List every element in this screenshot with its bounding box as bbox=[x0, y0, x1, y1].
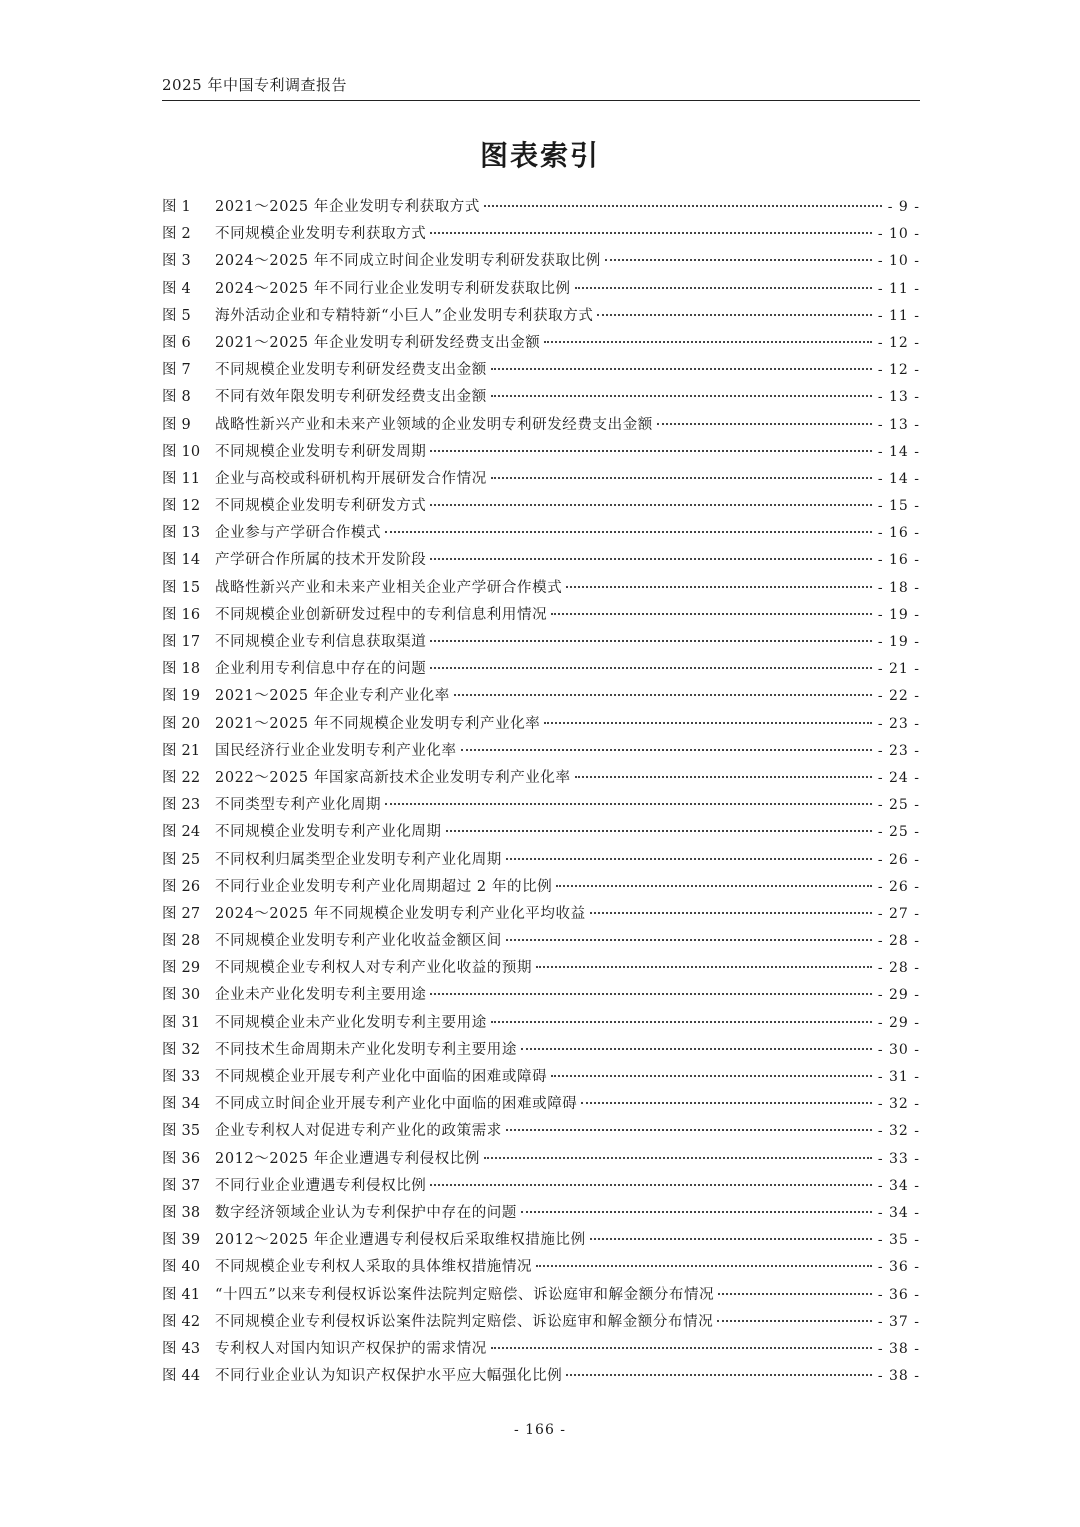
toc-dot-leader bbox=[506, 1129, 872, 1131]
toc-dot-leader bbox=[385, 531, 872, 533]
toc-entry-label: 图 29 bbox=[162, 960, 201, 977]
toc-entry-page: - 22 - bbox=[877, 688, 920, 705]
toc-entry-title: 2022～2025 年国家高新技术企业发明专利产业化率 bbox=[215, 769, 571, 786]
toc-entry-page: - 27 - bbox=[877, 905, 920, 922]
toc-entry-label: 图 32 bbox=[162, 1041, 201, 1058]
toc-entry-label: 图 28 bbox=[162, 933, 201, 950]
toc-entry-title: 不同规模企业专利侵权诉讼案件法院判定赔偿、诉讼庭审和解金额分布情况 bbox=[215, 1313, 714, 1330]
toc-entry[interactable] bbox=[162, 412, 920, 439]
toc-entry[interactable] bbox=[162, 629, 920, 656]
toc-dot-leader bbox=[506, 939, 872, 941]
toc-entry-page: - 36 - bbox=[877, 1259, 920, 1276]
toc-dot-leader bbox=[590, 912, 872, 914]
toc-entry[interactable] bbox=[162, 1010, 920, 1037]
toc-dot-leader bbox=[544, 341, 871, 343]
toc-entry-title: 企业未产业化发明专利主要用途 bbox=[215, 987, 427, 1004]
toc-entry-title: 不同规模企业开展专利产业化中面临的困难或障碍 bbox=[215, 1069, 548, 1085]
toc-entry[interactable] bbox=[162, 1309, 920, 1336]
toc-entry-title: 不同行业企业遭遇专利侵权比例 bbox=[215, 1177, 427, 1194]
toc-entry-label: 图 2 bbox=[162, 226, 191, 243]
toc-entry-title: 不同有效年限发明专利研发经费支出金额 bbox=[215, 389, 487, 406]
toc-entry[interactable] bbox=[162, 520, 920, 547]
toc-entry-label: 图 43 bbox=[162, 1340, 201, 1357]
toc-dot-leader bbox=[597, 314, 871, 316]
toc-entry-title: 2012～2025 年企业遭遇专利侵权比例 bbox=[215, 1150, 481, 1167]
toc-entry-title: 不同规模企业未产业化发明专利主要用途 bbox=[215, 1014, 487, 1031]
toc-entry-label: 图 33 bbox=[162, 1069, 201, 1085]
toc-entry[interactable] bbox=[162, 1363, 920, 1390]
toc-entry-page: - 16 - bbox=[877, 525, 920, 542]
toc-entry[interactable] bbox=[162, 874, 920, 901]
toc-entry-page: - 38 - bbox=[877, 1340, 920, 1357]
toc-entry-title: 不同规模企业发明专利产业化周期 bbox=[215, 824, 442, 841]
toc-entry[interactable] bbox=[162, 765, 920, 792]
toc-dot-leader bbox=[484, 205, 882, 207]
toc-entry-title: 不同规模企业发明专利研发方式 bbox=[215, 498, 427, 515]
toc-entry-page: - 15 - bbox=[877, 498, 920, 515]
toc-dot-leader bbox=[430, 450, 871, 452]
toc-entry-title: 企业与高校或科研机构开展研发合作情况 bbox=[215, 470, 487, 487]
toc-entry[interactable] bbox=[162, 1091, 920, 1118]
toc-entry[interactable] bbox=[162, 575, 920, 602]
toc-entry[interactable] bbox=[162, 221, 920, 248]
toc-entry-title: 数字经济领域企业认为专利保护中存在的问题 bbox=[215, 1204, 517, 1221]
toc-entry-label: 图 27 bbox=[162, 905, 201, 922]
toc-entry[interactable] bbox=[162, 357, 920, 384]
toc-entry-title: 战略性新兴产业和未来产业相关企业产学研合作模式 bbox=[215, 579, 563, 596]
toc-dot-leader bbox=[717, 1320, 872, 1322]
toc-dot-leader bbox=[718, 1293, 872, 1295]
toc-entry[interactable] bbox=[162, 1227, 920, 1254]
toc-entry-label: 图 24 bbox=[162, 824, 201, 841]
toc-entry[interactable] bbox=[162, 547, 920, 574]
toc-entry-page: - 36 - bbox=[877, 1286, 920, 1303]
toc-entry-label: 图 8 bbox=[162, 389, 191, 406]
toc-entry-page: - 12 - bbox=[877, 334, 920, 351]
toc-dot-leader bbox=[461, 749, 872, 751]
toc-entry[interactable] bbox=[162, 1336, 920, 1363]
toc-entry-title: 2012～2025 年企业遭遇专利侵权后采取维权措施比例 bbox=[215, 1232, 586, 1249]
toc-entry[interactable] bbox=[162, 1282, 920, 1309]
toc-dot-leader bbox=[491, 1021, 872, 1023]
toc-dot-leader bbox=[491, 477, 872, 479]
toc-entry[interactable] bbox=[162, 439, 920, 466]
toc-entry-page: - 11 - bbox=[877, 307, 920, 324]
toc-entry-page: - 28 - bbox=[877, 933, 920, 950]
toc-entry-title: 不同规模企业发明专利研发周期 bbox=[215, 443, 427, 460]
toc-entry-page: - 29 - bbox=[877, 1014, 920, 1031]
toc-entry-label: 图 42 bbox=[162, 1313, 201, 1330]
toc-entry[interactable] bbox=[162, 194, 920, 221]
toc-entry-page: - 14 - bbox=[877, 470, 920, 487]
toc-entry-page: - 29 - bbox=[877, 987, 920, 1004]
toc-entry-label: 图 20 bbox=[162, 715, 201, 732]
toc-dot-leader bbox=[506, 858, 872, 860]
toc-entry-page: - 37 - bbox=[877, 1313, 920, 1330]
toc-dot-leader bbox=[605, 259, 872, 261]
toc-dot-leader bbox=[544, 722, 871, 724]
toc-entry[interactable] bbox=[162, 602, 920, 629]
toc-entry-page: - 16 - bbox=[877, 552, 920, 569]
toc-entry-label: 图 39 bbox=[162, 1232, 201, 1249]
toc-entry[interactable] bbox=[162, 1146, 920, 1173]
toc-dot-leader bbox=[430, 232, 871, 234]
page-header bbox=[162, 76, 920, 101]
toc-entry-page: - 24 - bbox=[877, 769, 920, 786]
toc-entry-page: - 10 - bbox=[877, 226, 920, 243]
toc-entry-label: 图 19 bbox=[162, 688, 201, 705]
toc-dot-leader bbox=[484, 1157, 872, 1159]
toc-entry-page: - 25 - bbox=[877, 797, 920, 814]
toc-entry-label: 图 30 bbox=[162, 987, 201, 1004]
toc-entry-page: - 33 - bbox=[877, 1150, 920, 1167]
toc-dot-leader bbox=[575, 287, 872, 289]
toc-entry-label: 图 34 bbox=[162, 1096, 201, 1113]
toc-entry-page: - 30 - bbox=[877, 1041, 920, 1058]
toc-dot-leader bbox=[430, 1184, 871, 1186]
toc-dot-leader bbox=[521, 1211, 872, 1213]
toc-entry-label: 图 6 bbox=[162, 334, 191, 351]
toc-entry-title: 海外活动企业和专精特新“小巨人”企业发明专利获取方式 bbox=[215, 307, 594, 324]
toc-entry-title: 企业专利权人对促进专利产业化的政策需求 bbox=[215, 1123, 502, 1140]
toc-entry-page: - 9 - bbox=[887, 199, 920, 215]
toc-entry-label: 图 35 bbox=[162, 1123, 201, 1140]
toc-entry-title: 专利权人对国内知识产权保护的需求情况 bbox=[215, 1340, 487, 1357]
toc-entry[interactable] bbox=[162, 1200, 920, 1227]
toc-entry-label: 图 23 bbox=[162, 797, 201, 814]
toc-dot-leader bbox=[575, 776, 872, 778]
toc-entry-label: 图 40 bbox=[162, 1259, 201, 1276]
toc-entry-title: 2021～2025 年企业发明专利研发经费支出金额 bbox=[215, 334, 541, 351]
toc-entry-label: 图 21 bbox=[162, 742, 201, 759]
toc-entry-label: 图 44 bbox=[162, 1368, 201, 1385]
toc-dot-leader bbox=[430, 993, 871, 995]
toc-entry[interactable] bbox=[162, 384, 920, 411]
toc-entry-page: - 13 - bbox=[877, 416, 920, 433]
toc-entry[interactable] bbox=[162, 1037, 920, 1064]
toc-entry-label: 图 3 bbox=[162, 253, 191, 270]
toc-entry-page: - 21 - bbox=[877, 661, 920, 678]
toc-entry[interactable] bbox=[162, 819, 920, 846]
toc-entry-page: - 34 - bbox=[877, 1177, 920, 1194]
toc-entry[interactable] bbox=[162, 466, 920, 493]
toc-dot-leader bbox=[430, 558, 871, 560]
toc-dot-leader bbox=[454, 694, 872, 696]
toc-entry[interactable] bbox=[162, 792, 920, 819]
toc-entry-page: - 26 - bbox=[877, 878, 920, 895]
toc-entry-label: 图 25 bbox=[162, 851, 201, 868]
toc-entry-label: 图 16 bbox=[162, 606, 201, 623]
toc-entry-label: 图 26 bbox=[162, 878, 201, 895]
toc-entry[interactable] bbox=[162, 1064, 920, 1091]
toc-entry-title: 企业利用专利信息中存在的问题 bbox=[215, 661, 427, 678]
toc-entry-page: - 32 - bbox=[877, 1123, 920, 1140]
toc-entry-title: 不同行业企业发明专利产业化周期超过 2 年的比例 bbox=[215, 878, 553, 895]
toc-entry[interactable] bbox=[162, 982, 920, 1009]
toc-entry[interactable] bbox=[162, 303, 920, 330]
toc-entry-page: - 19 - bbox=[877, 634, 920, 650]
toc-entry-title: 不同规模企业发明专利研发经费支出金额 bbox=[215, 362, 487, 379]
page-number: - 166 - bbox=[513, 1422, 567, 1438]
toc-entry-title: 2024～2025 年不同成立时间企业发明专利研发获取比例 bbox=[215, 253, 601, 270]
toc-entry-label: 图 31 bbox=[162, 1014, 201, 1031]
toc-dot-leader bbox=[566, 586, 872, 588]
toc-entry[interactable] bbox=[162, 1254, 920, 1281]
toc-entry-title: “十四五”以来专利侵权诉讼案件法院判定赔偿、诉讼庭审和解金额分布情况 bbox=[215, 1286, 715, 1303]
toc-entry[interactable] bbox=[162, 330, 920, 357]
toc-entry-page: - 23 - bbox=[877, 715, 920, 732]
toc-entry-title: 2021～2025 年不同规模企业发明专利产业化率 bbox=[215, 715, 541, 732]
toc-entry-title: 不同规模企业发明专利产业化收益金额区间 bbox=[215, 933, 502, 950]
toc-entry-page: - 18 - bbox=[877, 579, 920, 596]
toc-entry[interactable] bbox=[162, 955, 920, 982]
toc-dot-leader bbox=[536, 966, 872, 968]
toc-entry-label: 图 22 bbox=[162, 769, 201, 786]
toc-dot-leader bbox=[430, 640, 871, 642]
toc-entry-page: - 34 - bbox=[877, 1204, 920, 1221]
toc-entry-page: - 19 - bbox=[877, 606, 920, 623]
toc-entry-label: 图 5 bbox=[162, 307, 191, 324]
toc-entry-label: 图 37 bbox=[162, 1177, 201, 1194]
toc-dot-leader bbox=[521, 1048, 872, 1050]
toc-entry[interactable] bbox=[162, 248, 920, 275]
toc-entry-page: - 32 - bbox=[877, 1096, 920, 1113]
toc-dot-leader bbox=[491, 368, 872, 370]
toc-entry-page: - 25 - bbox=[877, 824, 920, 841]
toc-entry-label: 图 10 bbox=[162, 443, 201, 460]
toc-dot-leader bbox=[556, 885, 871, 887]
toc-dot-leader bbox=[430, 504, 871, 506]
toc-entry-label: 图 41 bbox=[162, 1286, 201, 1303]
toc-entry-label: 图 7 bbox=[162, 362, 191, 379]
toc-entry[interactable] bbox=[162, 656, 920, 683]
toc-entry-title: 不同规模企业专利权人对专利产业化收益的预期 bbox=[215, 960, 533, 977]
toc-entry-label: 图 12 bbox=[162, 498, 201, 515]
toc-entry-label: 图 4 bbox=[162, 280, 191, 297]
toc-entry-label: 图 11 bbox=[162, 470, 201, 487]
toc-entry-page: - 38 - bbox=[877, 1368, 920, 1385]
toc-entry-page: - 28 - bbox=[877, 960, 920, 977]
page-title: 图表索引 bbox=[479, 139, 600, 172]
toc-entry-title: 国民经济行业企业发明专利产业化率 bbox=[215, 742, 457, 759]
toc-entry-title: 企业参与产学研合作模式 bbox=[215, 525, 382, 542]
toc-entry-title: 不同权利归属类型企业发明专利产业化周期 bbox=[215, 851, 502, 868]
toc-entry-label: 图 38 bbox=[162, 1204, 201, 1221]
toc-dot-leader bbox=[446, 830, 872, 832]
toc-entry-label: 图 18 bbox=[162, 661, 201, 678]
toc-entry[interactable] bbox=[162, 1118, 920, 1145]
toc-dot-leader bbox=[581, 1102, 871, 1104]
toc-entry-title: 2024～2025 年不同规模企业发明专利产业化平均收益 bbox=[215, 905, 586, 922]
toc-entry-title: 2024～2025 年不同行业企业发明专利研发获取比例 bbox=[215, 280, 571, 297]
toc-entry-label: 图 1 bbox=[162, 199, 191, 215]
toc-entry-title: 战略性新兴产业和未来产业领域的企业发明专利研发经费支出金额 bbox=[215, 416, 653, 433]
toc-entry-title: 2021～2025 年企业专利产业化率 bbox=[215, 688, 450, 705]
toc-entry[interactable] bbox=[162, 711, 920, 738]
toc-dot-leader bbox=[491, 395, 872, 397]
toc-dot-leader bbox=[590, 1238, 872, 1240]
toc-entry-page: - 13 - bbox=[877, 389, 920, 406]
header-text: 2025 年中国专利调查报告 bbox=[162, 76, 347, 94]
toc-entry-page: - 11 - bbox=[877, 280, 920, 297]
toc-entry-page: - 12 - bbox=[877, 362, 920, 379]
toc-dot-leader bbox=[491, 1347, 872, 1349]
toc-entry-title: 不同规模企业专利权人采取的具体维权措施情况 bbox=[215, 1259, 533, 1276]
toc-entry-title: 不同规模企业发明专利获取方式 bbox=[215, 226, 427, 243]
toc-entry-label: 图 17 bbox=[162, 634, 201, 650]
toc-entry-page: - 23 - bbox=[877, 742, 920, 759]
toc-entry-page: - 26 - bbox=[877, 851, 920, 868]
toc-entry[interactable] bbox=[162, 901, 920, 928]
toc-entry-title: 不同技术生命周期未产业化发明专利主要用途 bbox=[215, 1041, 517, 1058]
toc-entry-page: - 10 - bbox=[877, 253, 920, 270]
toc-entry-label: 图 14 bbox=[162, 552, 201, 569]
toc-entry-page: - 14 - bbox=[877, 443, 920, 460]
toc-dot-leader bbox=[566, 1374, 872, 1376]
toc-entry-label: 图 13 bbox=[162, 525, 201, 542]
toc-entry-page: - 31 - bbox=[877, 1069, 920, 1085]
toc-entry-title: 产学研合作所属的技术开发阶段 bbox=[215, 552, 427, 569]
toc-entry[interactable] bbox=[162, 738, 920, 765]
toc-dot-leader bbox=[430, 667, 871, 669]
toc-entry-title: 不同类型专利产业化周期 bbox=[215, 797, 382, 814]
toc-dot-leader bbox=[536, 1265, 872, 1267]
toc-entry-label: 图 9 bbox=[162, 416, 191, 433]
toc-entry[interactable] bbox=[162, 493, 920, 520]
toc-dot-leader bbox=[551, 613, 872, 615]
toc-entry[interactable] bbox=[162, 847, 920, 874]
toc-entry-page: - 35 - bbox=[877, 1232, 920, 1249]
toc-entry-label: 图 36 bbox=[162, 1150, 201, 1167]
toc-entry-title: 不同规模企业创新研发过程中的专利信息利用情况 bbox=[215, 606, 548, 623]
toc-dot-leader bbox=[385, 803, 872, 805]
toc-entry-title: 不同成立时间企业开展专利产业化中面临的困难或障碍 bbox=[215, 1096, 578, 1113]
toc-entry-title: 2021～2025 年企业发明专利获取方式 bbox=[215, 199, 481, 215]
toc-entry-label: 图 15 bbox=[162, 579, 201, 596]
toc-entry-title: 不同行业企业认为知识产权保护水平应大幅强化比例 bbox=[215, 1368, 563, 1385]
toc-entry[interactable] bbox=[162, 928, 920, 955]
figure-index-list bbox=[162, 194, 920, 1390]
toc-dot-leader bbox=[657, 423, 872, 425]
toc-dot-leader bbox=[551, 1075, 872, 1077]
toc-entry[interactable] bbox=[162, 683, 920, 710]
toc-entry-title: 不同规模企业专利信息获取渠道 bbox=[215, 634, 427, 650]
toc-entry[interactable] bbox=[162, 276, 920, 303]
toc-entry[interactable] bbox=[162, 1173, 920, 1200]
